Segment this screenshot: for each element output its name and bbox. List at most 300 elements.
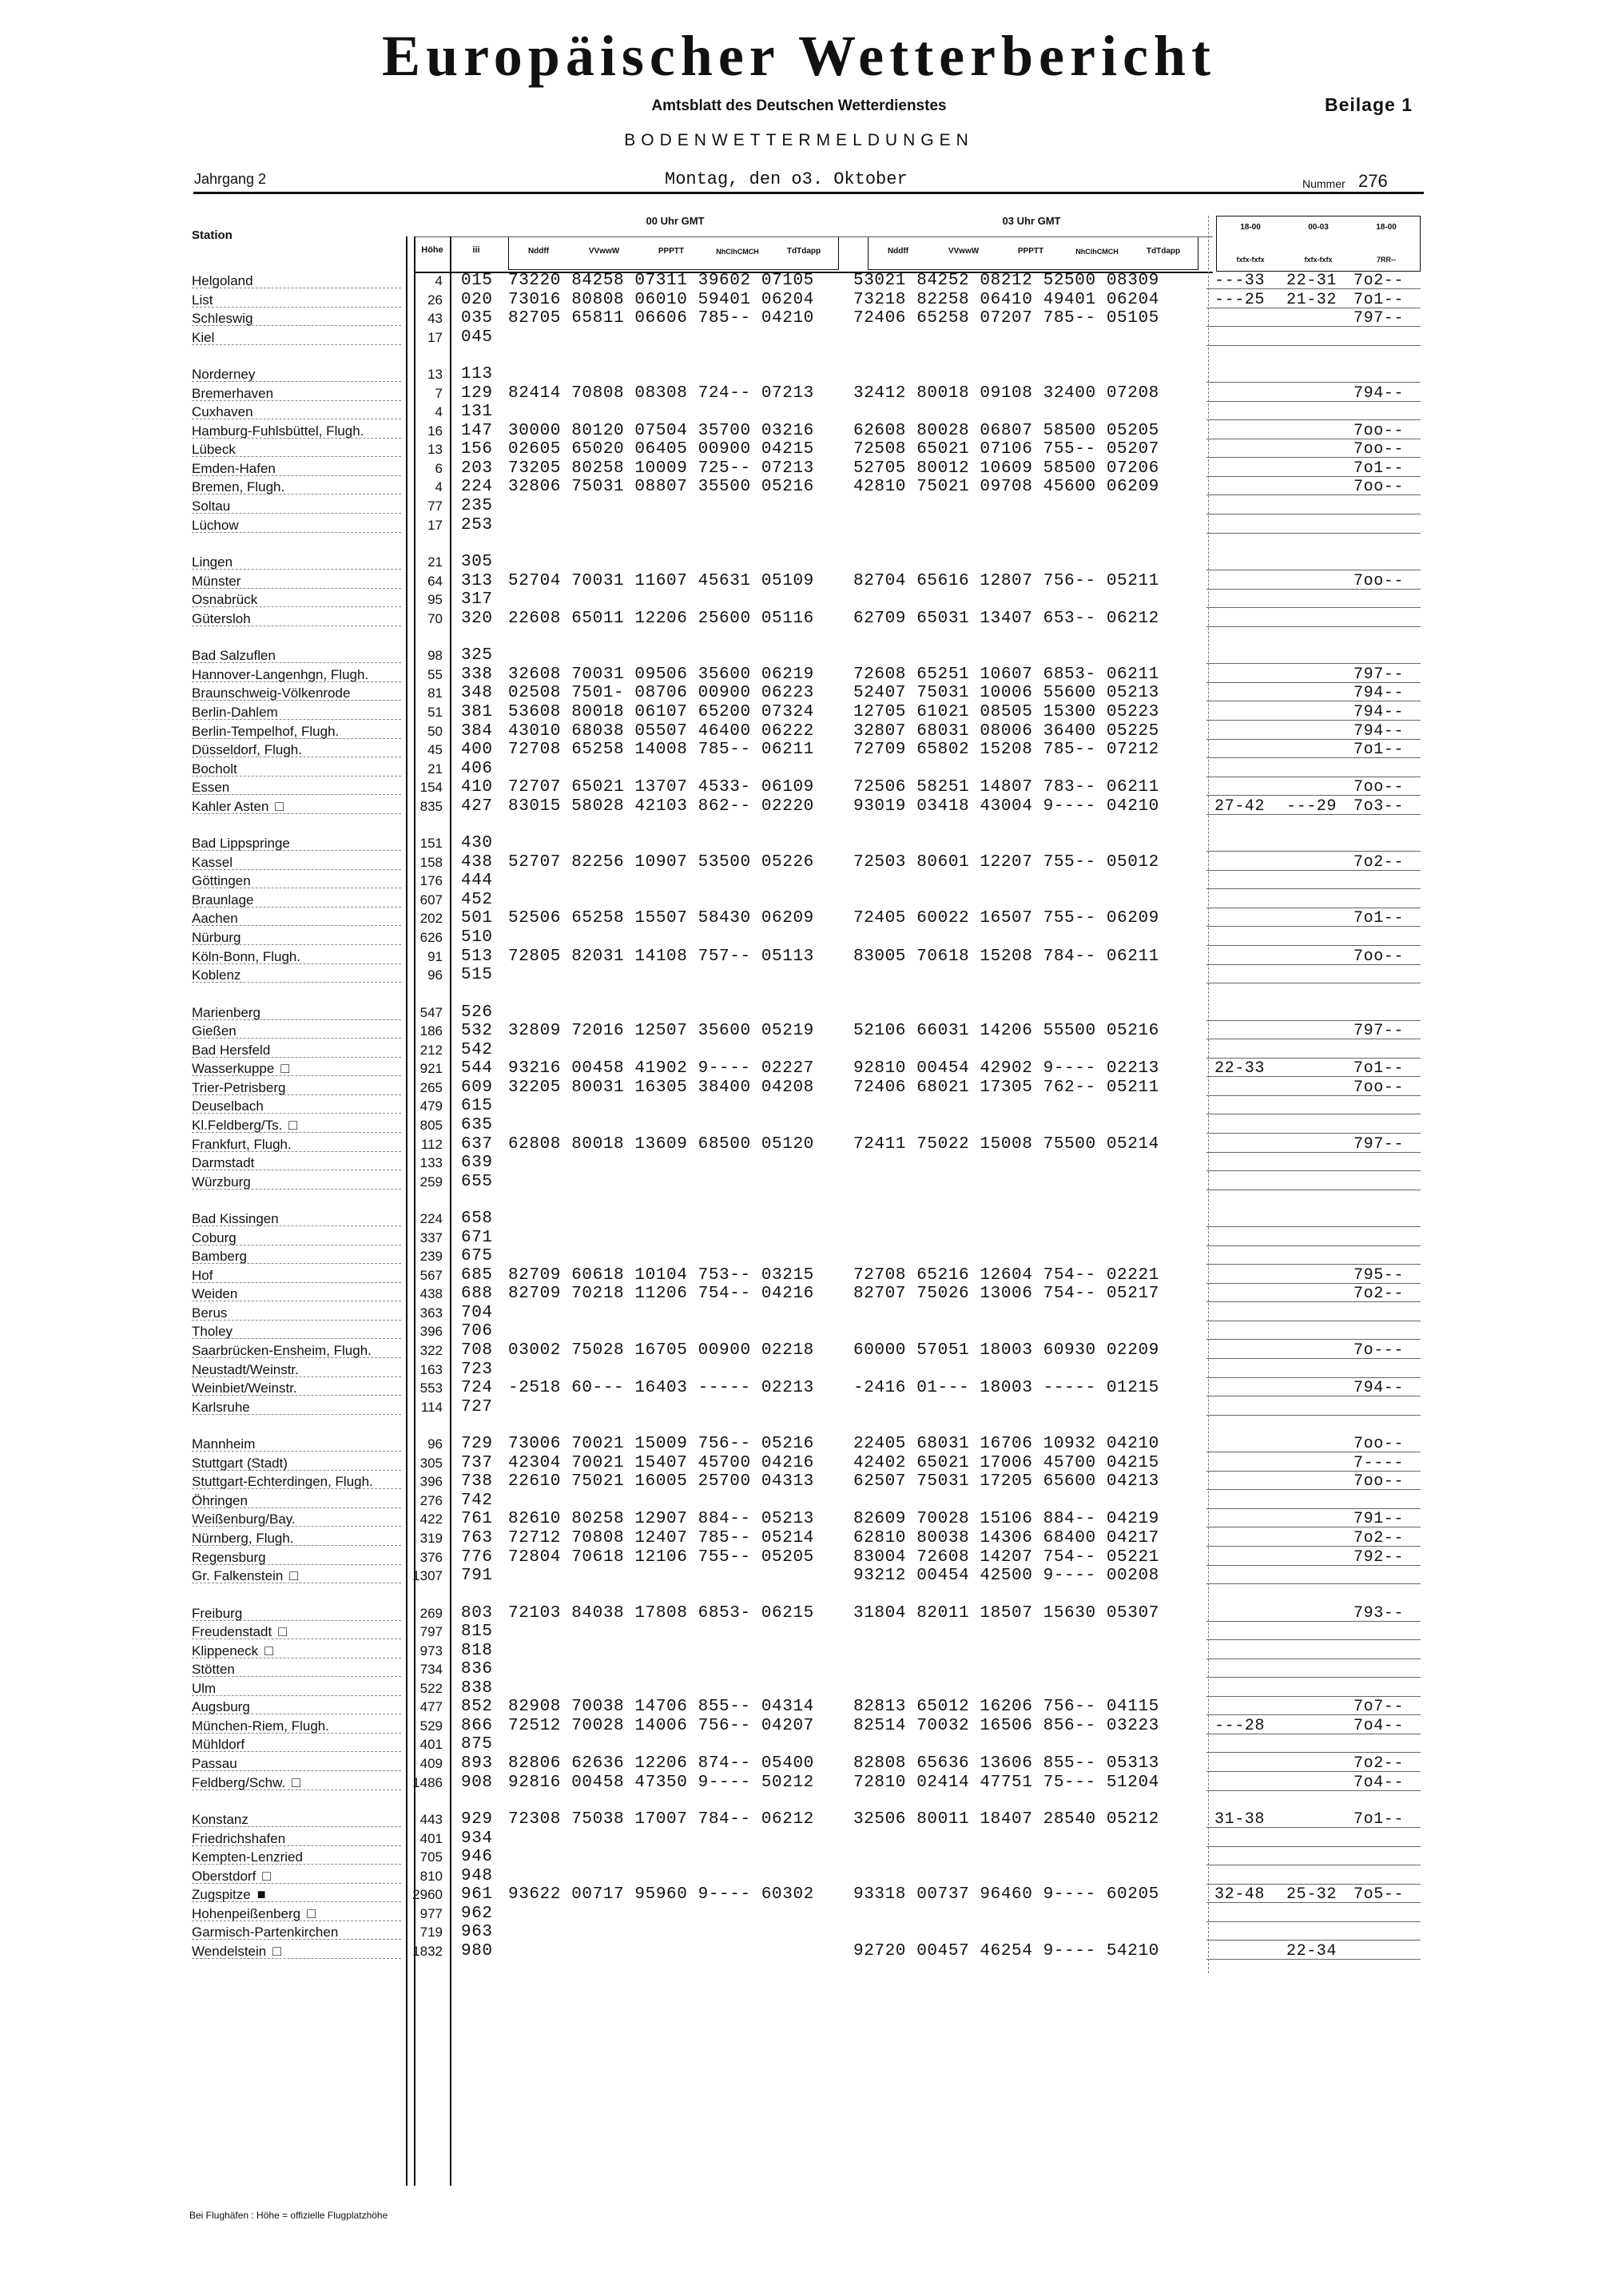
station-name-text: Helgoland (192, 273, 253, 288)
column-ext-fxfx-1: fxfx-fxfx (1236, 256, 1265, 264)
rain-18-00: 797-- (1354, 1135, 1405, 1154)
station-index: 908 (461, 1774, 493, 1792)
rain-18-00: 7o1-- (1354, 1059, 1405, 1078)
station-name (192, 516, 401, 534)
station-height: 529 (419, 1718, 443, 1734)
gust-18-00: 22-33 (1214, 1059, 1266, 1078)
station-index: 515 (461, 966, 493, 984)
row-rule (1206, 1133, 1421, 1134)
obs-00-utc (508, 966, 852, 984)
obs-00-utc: 43010 68038 05507 46400 06222 (508, 722, 814, 741)
station-index: 501 (461, 909, 493, 928)
station-name (192, 665, 401, 684)
station-name-text: Stuttgart-Echterdingen, Flugh. (192, 1474, 373, 1489)
obs-00-utc (508, 646, 852, 665)
obs-00-utc: 83015 58028 42103 862-- 02220 (508, 797, 814, 816)
rain-18-00: 7oo-- (1354, 1078, 1405, 1097)
extremes-cell (1210, 1567, 1419, 1585)
station-name-text: Wasserkuppe (192, 1061, 275, 1076)
row-rule (1206, 1658, 1421, 1659)
issue-number-value: 276 (1358, 171, 1388, 191)
obs-00-utc (508, 1848, 852, 1866)
station-name (192, 684, 401, 702)
station-index: 893 (461, 1754, 493, 1773)
obs-00-utc: 73220 84258 07311 39602 07105 (508, 272, 814, 290)
extremes-cell (1210, 1885, 1419, 1904)
station-name (192, 478, 401, 496)
obs-03-utc: 32807 68031 08006 36400 05225 (853, 722, 1159, 741)
obs-00-utc (508, 1492, 852, 1510)
station-name (192, 610, 401, 628)
station-name-text: Stuttgart (Stadt) (192, 1456, 288, 1471)
station-name-text: Kl.Feldberg/Ts. (192, 1118, 283, 1133)
station-name-text: Bocholt (192, 761, 237, 777)
extremes-cell (1210, 553, 1419, 571)
obs-03-utc (853, 1229, 1189, 1247)
station-index: 147 (461, 422, 493, 440)
obs-03-utc (853, 1210, 1189, 1228)
row-rule (1206, 1377, 1421, 1378)
obs-03-utc (853, 1003, 1189, 1022)
obs-00-utc (508, 872, 852, 890)
extremes-cell (1210, 459, 1419, 478)
station-height: 55 (427, 667, 443, 682)
station-name (192, 1472, 401, 1491)
station-name (192, 909, 401, 928)
column-ext-7rr: 7RR-- (1377, 256, 1396, 264)
rain-18-00: 7o1-- (1354, 291, 1405, 309)
station-height: 51 (427, 705, 443, 720)
obs-03-utc (853, 1116, 1189, 1134)
station-name (192, 1529, 401, 1547)
obs-03-utc (853, 1867, 1189, 1885)
station-name-text: Passau (192, 1756, 237, 1771)
station-index: 637 (461, 1135, 493, 1154)
station-index: 224 (461, 478, 493, 496)
extremes-cell (1210, 646, 1419, 665)
rain-18-00: 7oo-- (1354, 1435, 1405, 1453)
station-index: 729 (461, 1435, 493, 1453)
row-rule (1206, 1264, 1421, 1265)
station-height: 26 (427, 292, 443, 308)
station-name-text: Mühldorf (192, 1737, 245, 1752)
row-rule (1206, 870, 1421, 871)
row-rule (1206, 1827, 1421, 1828)
rain-18-00: 794-- (1354, 1379, 1405, 1397)
extremes-cell (1210, 422, 1419, 440)
row-rule (1206, 1283, 1421, 1284)
station-name (192, 1059, 401, 1078)
column-ext-00-03: 00-03 (1308, 223, 1329, 232)
rain-18-00: 7o2-- (1354, 1285, 1405, 1303)
rain-18-00: 795-- (1354, 1266, 1405, 1285)
station-height: 1307 (412, 1568, 443, 1583)
station-height: 626 (419, 930, 443, 945)
obs-03-utc: 32506 80011 18407 28540 05212 (853, 1810, 1159, 1829)
station-name-text: Göttingen (192, 873, 251, 888)
station-index: 325 (461, 646, 493, 665)
extremes-cell (1210, 1905, 1419, 1923)
obs-03-utc (853, 516, 1189, 534)
rain-18-00: 793-- (1354, 1604, 1405, 1623)
station-name (192, 1642, 401, 1660)
obs-03-utc: 82609 70028 15106 884-- 04219 (853, 1510, 1159, 1528)
station-name-text: Bremerhaven (192, 386, 274, 401)
extremes-cell (1210, 684, 1419, 702)
station-name-text: Öhringen (192, 1493, 248, 1508)
station-index: 836 (461, 1660, 493, 1678)
obs-03-utc (853, 1041, 1189, 1059)
header-top-rule (414, 236, 1213, 237)
station-height: 401 (419, 1831, 443, 1846)
station-height: 81 (427, 685, 443, 701)
row-rule (1206, 663, 1421, 664)
rain-18-00: 797-- (1354, 309, 1405, 328)
obs-03-utc: 82704 65616 12807 756-- 05211 (853, 572, 1159, 590)
station-index: 020 (461, 291, 493, 309)
extremes-cell (1210, 516, 1419, 534)
column-00-vvwww: VVwwW (588, 247, 620, 256)
station-index: 791 (461, 1567, 493, 1585)
station-height: 6 (435, 461, 443, 476)
rain-18-00: 797-- (1354, 665, 1405, 684)
extremes-cell (1210, 478, 1419, 496)
station-name-text: Darmstadt (192, 1155, 255, 1170)
extremes-cell (1210, 572, 1419, 590)
extremes-cell (1210, 1398, 1419, 1416)
station-index: 815 (461, 1623, 493, 1641)
station-name-text: Emden-Hafen (192, 461, 276, 476)
obs-03-utc: 22405 68031 16706 10932 04210 (853, 1435, 1159, 1453)
rain-18-00: 7oo-- (1354, 478, 1405, 496)
station-name-text: Aachen (192, 911, 238, 926)
station-height: 322 (419, 1343, 443, 1358)
station-name (192, 834, 401, 852)
mountain-station-icon: □ (288, 1117, 298, 1133)
extremes-cell (1210, 703, 1419, 721)
gust-18-00: 32-48 (1214, 1885, 1266, 1904)
extremes-cell (1210, 1361, 1419, 1379)
obs-03-utc: 31804 82011 18507 15630 05307 (853, 1604, 1159, 1623)
extremes-cell (1210, 1135, 1419, 1154)
obs-03-utc: 32412 80018 09108 32400 07208 (853, 384, 1159, 403)
gust-18-00: 31-38 (1214, 1810, 1266, 1829)
obs-00-utc (508, 1660, 852, 1678)
station-name-text: Norderney (192, 367, 256, 382)
extremes-cell (1210, 1660, 1419, 1678)
obs-03-utc: 72411 75022 15008 75500 05214 (853, 1135, 1159, 1154)
obs-03-utc: 82514 70032 16506 856-- 03223 (853, 1717, 1159, 1735)
obs-00-utc: 82709 70218 11206 754-- 04216 (508, 1285, 814, 1303)
station-name-text: Freudenstadt (192, 1624, 272, 1639)
station-name (192, 365, 401, 383)
station-height: 396 (419, 1474, 443, 1489)
station-index: 035 (461, 309, 493, 328)
extremes-cell (1210, 722, 1419, 741)
column-03-nddff: Nddff (887, 247, 909, 256)
station-name-text: Bad Salzuflen (192, 648, 276, 663)
extremes-cell (1210, 1717, 1419, 1735)
obs-03-utc: 72810 02414 47751 75--- 51204 (853, 1774, 1159, 1792)
jahrgang-label: Jahrgang 2 (194, 171, 267, 187)
obs-00-utc: 82414 70808 08308 724-- 07213 (508, 384, 814, 403)
obs-03-utc: 42810 75021 09708 45600 06209 (853, 478, 1159, 496)
obs-03-utc (853, 1829, 1189, 1848)
obs-00-utc: 30000 80120 07504 35700 03216 (508, 422, 814, 440)
station-name-text: Soltau (192, 499, 231, 514)
station-height: 259 (419, 1174, 443, 1190)
extremes-cell (1210, 1810, 1419, 1829)
rain-18-00: 7oo-- (1354, 947, 1405, 966)
station-index: 444 (461, 872, 493, 890)
rain-18-00: 794-- (1354, 384, 1405, 403)
station-index: 980 (461, 1942, 493, 1960)
row-rule (1206, 288, 1421, 289)
station-height: 921 (419, 1061, 443, 1076)
extremes-cell (1210, 1322, 1419, 1341)
column-hoehe: Höhe (421, 245, 443, 255)
extremes-cell (1210, 1735, 1419, 1754)
extremes-cell (1210, 365, 1419, 383)
station-height: 401 (419, 1737, 443, 1752)
row-rule (1206, 1170, 1421, 1171)
station-name-text: Gr. Falkenstein (192, 1568, 284, 1583)
station-name (192, 403, 401, 421)
station-name (192, 1322, 401, 1341)
station-name-text: Coburg (192, 1230, 237, 1245)
station-height: 553 (419, 1380, 443, 1396)
page-title: Europäischer Wetterbericht (382, 24, 1216, 88)
row-rule (1206, 1415, 1421, 1416)
obs-00-utc (508, 1229, 852, 1247)
obs-03-utc (853, 553, 1189, 571)
obs-03-utc (853, 1905, 1189, 1923)
station-name (192, 928, 401, 947)
station-name (192, 1829, 401, 1848)
station-name-text: Freiburg (192, 1606, 243, 1621)
station-height: 276 (419, 1493, 443, 1508)
obs-03-utc: 92810 00454 42902 9---- 02213 (853, 1059, 1159, 1078)
station-height: 7 (435, 386, 443, 401)
station-height: 154 (419, 780, 443, 795)
station-height: 4 (435, 479, 443, 495)
rain-18-00: 797-- (1354, 1022, 1405, 1040)
station-height: 4 (435, 273, 443, 288)
obs-03-utc (853, 872, 1189, 890)
footnote: Bei Flughäfen : Höhe = offizielle Flugplatzhöhe (189, 2210, 388, 2221)
obs-00-utc: 92816 00458 47350 9---- 50212 (508, 1774, 814, 1792)
station-index: 946 (461, 1848, 493, 1866)
station-height: 98 (427, 648, 443, 663)
station-name (192, 1848, 401, 1866)
station-name (192, 1942, 401, 1960)
row-rule (1206, 476, 1421, 477)
rain-18-00: 794-- (1354, 722, 1405, 741)
obs-00-utc (508, 1867, 852, 1885)
row-rule (1206, 1226, 1421, 1227)
station-index: 724 (461, 1379, 493, 1397)
station-index: 929 (461, 1810, 493, 1829)
station-name (192, 966, 401, 984)
station-name (192, 1604, 401, 1623)
station-height: 202 (419, 911, 443, 926)
station-name (192, 1341, 401, 1360)
station-height: 422 (419, 1511, 443, 1527)
obs-03-utc (853, 966, 1189, 984)
rain-18-00: 7o2-- (1354, 853, 1405, 872)
row-rule (1206, 1583, 1421, 1584)
extremes-cell (1210, 1604, 1419, 1623)
column-ext-18-00: 18-00 (1240, 223, 1261, 232)
rain-18-00: 7o1-- (1354, 909, 1405, 928)
station-name-text: Hohenpeißenberg (192, 1906, 301, 1921)
extremes-cell (1210, 328, 1419, 347)
station-name (192, 947, 401, 966)
station-index: 803 (461, 1604, 493, 1623)
station-index: 438 (461, 853, 493, 872)
station-height: 363 (419, 1305, 443, 1321)
station-name-text: Berlin-Tempelhof, Flugh. (192, 724, 340, 739)
station-name (192, 1210, 401, 1228)
obs-03-utc: -2416 01--- 18003 ----- 01215 (853, 1379, 1159, 1397)
obs-03-utc (853, 1679, 1189, 1698)
station-name (192, 1135, 401, 1154)
obs-00-utc (508, 1322, 852, 1341)
station-name (192, 1885, 401, 1904)
station-name (192, 572, 401, 590)
row-rule (1206, 457, 1421, 458)
obs-00-utc: 03002 75028 16705 00900 02218 (508, 1341, 814, 1360)
obs-03-utc: 83005 70618 15208 784-- 06211 (853, 947, 1159, 966)
station-height: 477 (419, 1699, 443, 1714)
station-name-text: Münster (192, 574, 241, 589)
row-rule (1206, 814, 1421, 815)
row-rule (1206, 326, 1421, 327)
row-rule (1206, 345, 1421, 346)
station-name (192, 1173, 401, 1191)
obs-00-utc: 73205 80258 10009 725-- 07213 (508, 459, 814, 478)
station-index: 313 (461, 572, 493, 590)
station-index: 639 (461, 1154, 493, 1172)
station-height: 547 (419, 1005, 443, 1020)
row-rule (1206, 1771, 1421, 1772)
gust-00-03: ---29 (1286, 797, 1338, 816)
row-rule (1206, 945, 1421, 946)
station-index: 671 (461, 1229, 493, 1247)
extremes-cell (1210, 1078, 1419, 1097)
extremes-cell (1210, 309, 1419, 328)
station-index: 737 (461, 1454, 493, 1472)
mountain-station-icon: ■ (256, 1886, 266, 1902)
obs-00-utc: 62808 80018 13609 68500 05120 (508, 1135, 814, 1154)
mountain-station-icon: □ (262, 1868, 272, 1884)
extremes-cell (1210, 1379, 1419, 1397)
row-rule (1206, 757, 1421, 758)
row-rule (1206, 720, 1421, 721)
obs-00-utc (508, 403, 852, 421)
row-rule (1206, 1058, 1421, 1059)
station-name-text: Saarbrücken-Ensheim, Flugh. (192, 1343, 372, 1358)
extremes-cell (1210, 665, 1419, 684)
station-name-text: Kiel (192, 330, 215, 345)
station-height: 158 (419, 855, 443, 870)
station-name-text: Konstanz (192, 1812, 248, 1827)
rain-18-00: 7oo-- (1354, 1472, 1405, 1491)
row-rule (1206, 1508, 1421, 1509)
station-name-text: Nürburg (192, 930, 241, 945)
obs-00-utc: 72805 82031 14108 757-- 05113 (508, 947, 814, 966)
obs-03-utc (853, 1923, 1189, 1941)
extremes-cell (1210, 1341, 1419, 1360)
station-height: 1486 (412, 1775, 443, 1790)
station-name-text: Weinbiet/Weinstr. (192, 1380, 297, 1396)
obs-00-utc: 73016 80808 06010 59401 06204 (508, 291, 814, 309)
station-name-text: Kahler Asten (192, 799, 269, 814)
station-height: 112 (420, 1137, 443, 1152)
station-name-text: Würzburg (192, 1174, 251, 1190)
obs-03-utc (853, 891, 1189, 909)
station-height: 835 (419, 799, 443, 814)
extremes-cell (1210, 1848, 1419, 1866)
obs-00-utc (508, 1923, 852, 1941)
row-rule (1206, 1565, 1421, 1566)
station-height: 91 (427, 949, 443, 964)
obs-03-utc: 72406 68021 17305 762-- 05211 (853, 1078, 1159, 1097)
station-index: 156 (461, 440, 493, 459)
station-index: 723 (461, 1361, 493, 1379)
station-index: 763 (461, 1529, 493, 1547)
station-name (192, 1905, 401, 1923)
station-name-text: Garmisch-Partenkirchen (192, 1925, 339, 1940)
rain-18-00: 7o2-- (1354, 1754, 1405, 1773)
station-height: 95 (427, 592, 443, 607)
extremes-cell (1210, 1942, 1419, 1960)
station-name-text: Lüchow (192, 518, 239, 533)
station-name-text: Mannheim (192, 1436, 256, 1452)
row-rule (1206, 1752, 1421, 1753)
station-height: 4 (435, 404, 443, 419)
obs-03-utc (853, 1660, 1189, 1678)
extremes-cell (1210, 947, 1419, 966)
obs-03-utc: 82813 65012 16206 756-- 04115 (853, 1698, 1159, 1716)
extremes-cell (1210, 1247, 1419, 1265)
station-index: 542 (461, 1041, 493, 1059)
extremes-cell (1210, 497, 1419, 515)
row-rule (1206, 739, 1421, 740)
station-name (192, 1679, 401, 1698)
station-name (192, 440, 401, 459)
station-name-text: Kempten-Lenzried (192, 1849, 303, 1865)
station-height: 269 (419, 1606, 443, 1621)
station-name (192, 1754, 401, 1773)
station-name-text: Deuselbach (192, 1098, 264, 1114)
station-height: 163 (419, 1362, 443, 1377)
obs-00-utc (508, 516, 852, 534)
station-name (192, 778, 401, 796)
station-index: 381 (461, 703, 493, 721)
extremes-cell (1210, 1529, 1419, 1547)
station-name (192, 1247, 401, 1265)
row-rule (1206, 382, 1421, 383)
header-rule (193, 192, 1424, 194)
station-index: 818 (461, 1642, 493, 1660)
obs-00-utc: 32809 72016 12507 35600 05219 (508, 1022, 814, 1040)
obs-00-utc: 72308 75038 17007 784-- 06212 (508, 1810, 814, 1829)
station-height: 17 (427, 518, 443, 533)
station-name (192, 291, 401, 309)
obs-00-utc (508, 590, 852, 609)
station-height: 705 (419, 1849, 443, 1865)
